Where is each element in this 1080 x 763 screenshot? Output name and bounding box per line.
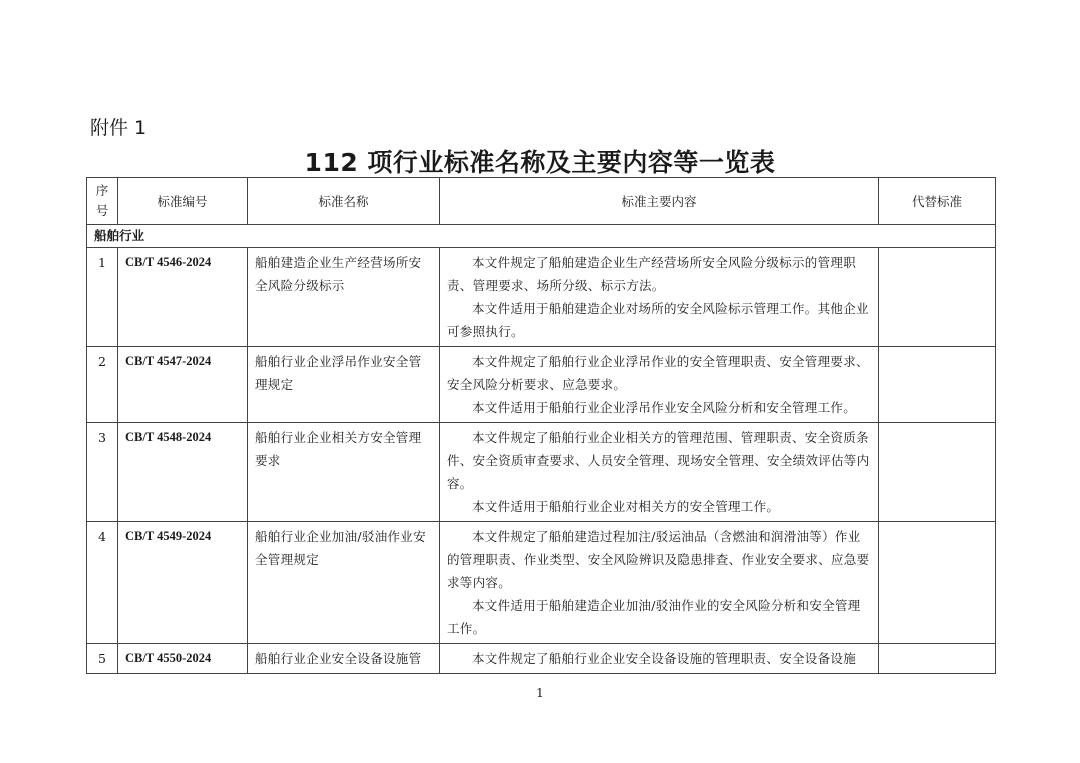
- category-label: 船舶行业: [87, 225, 996, 248]
- row-name: 船舶行业企业加油/驳油作业安全管理规定: [248, 522, 440, 644]
- row-replace: [879, 522, 996, 644]
- row-name: 船舶行业企业安全设备设施管: [248, 644, 440, 674]
- row-code: CB/T 4547-2024: [118, 347, 248, 423]
- row-content: [440, 347, 879, 423]
- content-paragraph: 本文件规定了船舶建造企业生产经营场所安全风险分级标示的管理职责、管理要求、场所分级、标示方法。: [447, 255, 857, 293]
- attachment-label: 附件 1: [90, 117, 147, 139]
- table-row: [87, 347, 996, 423]
- content-paragraph: 本文件适用于船舶行业企业浮吊作业安全风险分析和安全管理工作。: [472, 400, 857, 415]
- content-paragraph: 本文件适用于船舶行业企业对相关方的安全管理工作。: [472, 499, 780, 514]
- row-code: CB/T 4548-2024: [118, 423, 248, 522]
- row-replace: [879, 644, 996, 674]
- table-row: [87, 522, 996, 644]
- row-name: 船舶行业企业相关方安全管理要求: [248, 423, 440, 522]
- row-seq: 5: [87, 644, 118, 674]
- header-content: 标准主要内容: [440, 178, 879, 225]
- row-code: CB/T 4546-2024: [118, 248, 248, 347]
- content-paragraph: 本文件适用于船舶建造企业加油/驳油作业的安全风险分析和安全管理工作。: [447, 598, 861, 636]
- row-name: 船舶建造企业生产经营场所安全风险分级标示: [248, 248, 440, 347]
- table-header-row: [87, 178, 996, 225]
- row-content: [440, 644, 879, 674]
- table-row: [87, 423, 996, 522]
- row-content: [440, 522, 879, 644]
- row-replace: [879, 347, 996, 423]
- header-name: 标准名称: [248, 178, 440, 225]
- row-seq: 2: [87, 347, 118, 423]
- row-replace: [879, 423, 996, 522]
- row-content: [440, 248, 879, 347]
- page-title: 112 项行业标准名称及主要内容等一览表: [304, 148, 776, 177]
- table-row: [87, 248, 996, 347]
- row-code: CB/T 4550-2024: [118, 644, 248, 674]
- content-paragraph: 本文件规定了船舶行业企业相关方的管理范围、管理职责、安全资质条件、安全资质审查要求、人员安全管理、现场安全管理、安全绩效评估等内容。: [447, 430, 870, 491]
- header-replace: 代替标准: [879, 178, 996, 225]
- row-seq: 3: [87, 423, 118, 522]
- page-number: 1: [536, 686, 544, 700]
- content-paragraph: 本文件规定了船舶行业企业安全设备设施的管理职责、安全设备设施: [472, 651, 857, 666]
- content-paragraph: 本文件规定了船舶建造过程加注/驳运油品（含燃油和润滑油等）作业的管理职责、作业类型、安全风险辨识及隐患排查、作业安全要求、应急要求等内容。: [447, 529, 870, 590]
- row-code: CB/T 4549-2024: [118, 522, 248, 644]
- header-code: 标准编号: [118, 178, 248, 225]
- header-seq: 序 号: [87, 178, 118, 225]
- standards-table: [86, 177, 996, 674]
- row-name: 船舶行业企业浮吊作业安全管理规定: [248, 347, 440, 423]
- table-row: [87, 644, 996, 674]
- row-seq: 1: [87, 248, 118, 347]
- row-content: [440, 423, 879, 522]
- content-paragraph: 本文件规定了船舶行业企业浮吊作业的安全管理职责、安全管理要求、安全风险分析要求、应急要求。: [447, 354, 869, 392]
- row-seq: 4: [87, 522, 118, 644]
- row-replace: [879, 248, 996, 347]
- category-row: [87, 225, 996, 248]
- content-paragraph: 本文件适用于船舶建造企业对场所的安全风险标示管理工作。其他企业可参照执行。: [447, 301, 869, 339]
